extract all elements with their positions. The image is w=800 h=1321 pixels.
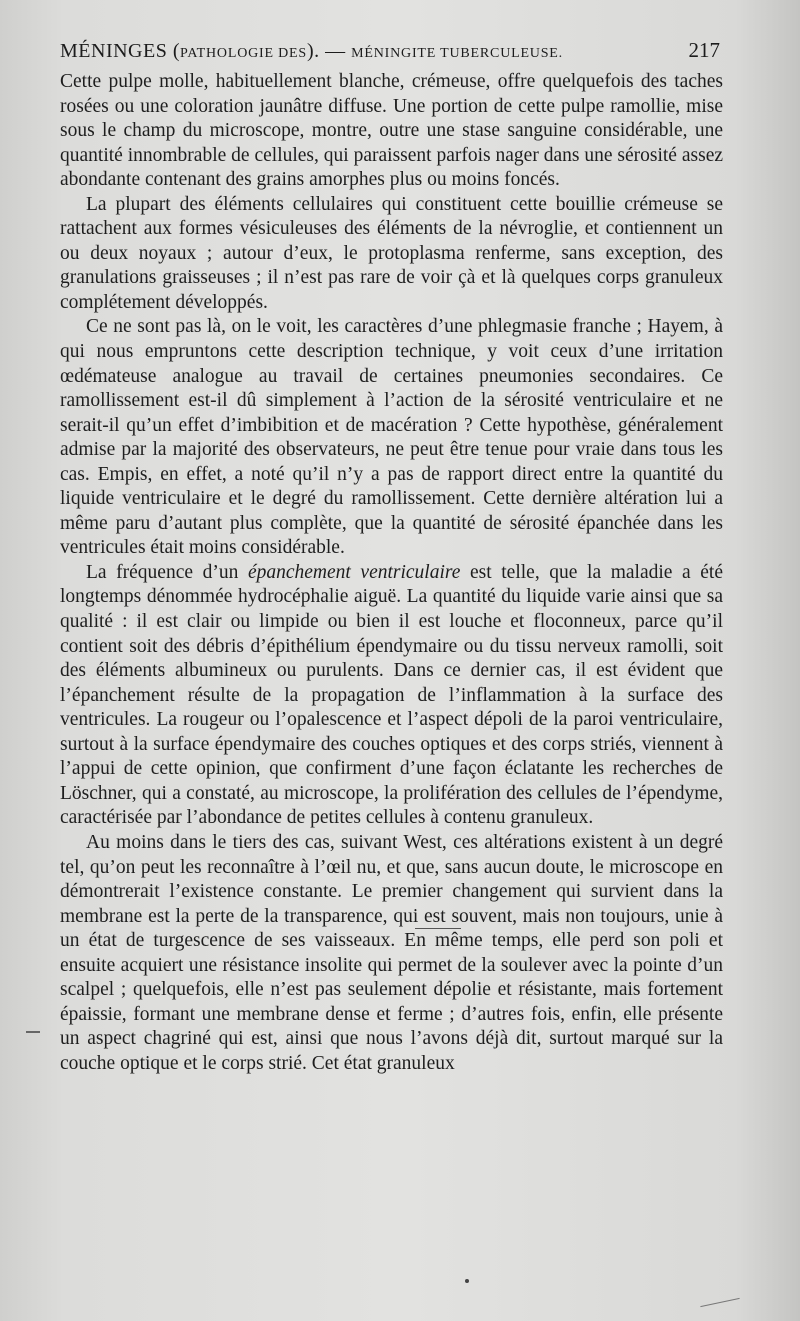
running-head-title: MÉNINGES (60, 40, 168, 62)
paragraph-5: Au moins dans le tiers des cas, suivant West, ces altérations existent à un degré tel, qu’on peut les reconnaître à l’œil nu, et que, sans aucun doute, le microscope en démontrerait l’existence constante. Le premier changement qui survient dans la membrane est la perte de la transparence, qui est souvent, mais non toujours, unie à un état de turgescence de ses vaisseaux. En même temps, elle perd son poli et ensuite acquiert une résistance insolite qui permet de la soulever avec la pointe d’un scalpel ; quelquefois, elle n’est pas seulement dépolie et résistante, mais fortement épaissie, formant une membrane dense et ferme ; d’autres fois, enfin, elle présente un aspect chagriné qui est, ainsi que nous l’avons déjà dit, surtout marqué sur la couche optique et le corps strié. Cet état granuleux (60, 831, 723, 1074)
paragraph-4-start: La fréquence d’un (86, 561, 248, 583)
paragraph-4 (60, 561, 723, 831)
running-head (60, 40, 563, 63)
paragraph-3: Ce ne sont pas là, on le voit, les caractères d’une phlegmasie franche ; Hayem, à qui nous empruntons cette description technique, y voit ceux d’une irritation œdémateuse analogue au travail de certaines pneumonies secondaires. Ce ramollissement est-il dû simplement à l’action de la sérosité ventriculaire et ne serait-il qu’un effet d’imbibition et de macération ? Cette hypothèse, généralement admise par la majorité des observateurs, ne peut être tenue pour vraie dans tous les cas. Empis, en effet, a noté qu’il n’y a pas de rapport direct entre la quantité du liquide ventriculaire et le degré du ramollissement. Cette dernière altération lui a même paru d’autant plus complète, que la quantité de sérosité épanchée dans les ventricules était moins considérable. (60, 316, 723, 559)
margin-mark (26, 1031, 40, 1033)
page-number: 217 (688, 38, 720, 62)
running-head-subject: MÉNINGITE TUBERCULEUSE. (351, 46, 563, 61)
ink-dot (465, 1279, 469, 1283)
bottom-stroke (700, 1298, 739, 1307)
paragraph-2: La plupart des éléments cellulaires qui constituent cette bouillie crémeuse se rattachent aux formes vésiculeuses des éléments de la névroglie, et contiennent un ou deux noyaux ; autour d’eux, le protoplasma renferme, sans exception, des granulations graisseuses ; il n’est pas rare de voir çà et là quelques corps granuleux complétement développés. (60, 193, 723, 313)
page-header (60, 38, 720, 68)
paragraph-4-emphasis: épanchement ventriculaire (247, 561, 461, 583)
page-body (60, 70, 723, 1076)
running-head-subtitle: PATHOLOGIE DES (180, 46, 307, 61)
running-head-paren-close: ). (306, 40, 320, 62)
running-head-dash: — (319, 40, 352, 62)
paragraph-4-rest: est telle, que la maladie a été longtemps dénommée hydrocéphalie aiguë. La quantité du liquide varie ainsi que sa qualité : il est clair ou limpide ou bien il est louche et floconneux, parce qu’il contient soit des débris d’épithélium épendymaire ou du tissu nerveux ramolli, soit des éléments albumineux ou purulents. Dans ce dernier cas, il est évident que l’épanchement résulte de la propagation de l’inflammation à la surface des ventricules. La rougeur ou l’opalescence et l’aspect dépoli de la paroi ventriculaire, surtout à la surface épendymaire des couches optiques et des corps striés, viennent à l’appui de cette opinion, que confirment d’une façon éclatante les recherches de Löschner, qui a constaté, au microscope, la prolifération des cellules de l’épendyme, caractérisée par l’abondance de petites cellules à contenu granuleux. (60, 561, 723, 829)
paragraph-1: Cette pulpe molle, habituellement blanche, crémeuse, offre quelquefois des taches rosées ou une coloration jaunâtre diffuse. Une portion de cette pulpe ramollie, mise sous le champ du microscope, montre, outre une stase sanguine considérable, une quantité innombrable de cellules, qui paraissent parfois nager dans une sérosité assez abondante contenant des grains amorphes plus ou moins foncés. (60, 71, 723, 191)
running-head-paren-open: ( (172, 40, 181, 62)
short-rule (415, 928, 461, 929)
